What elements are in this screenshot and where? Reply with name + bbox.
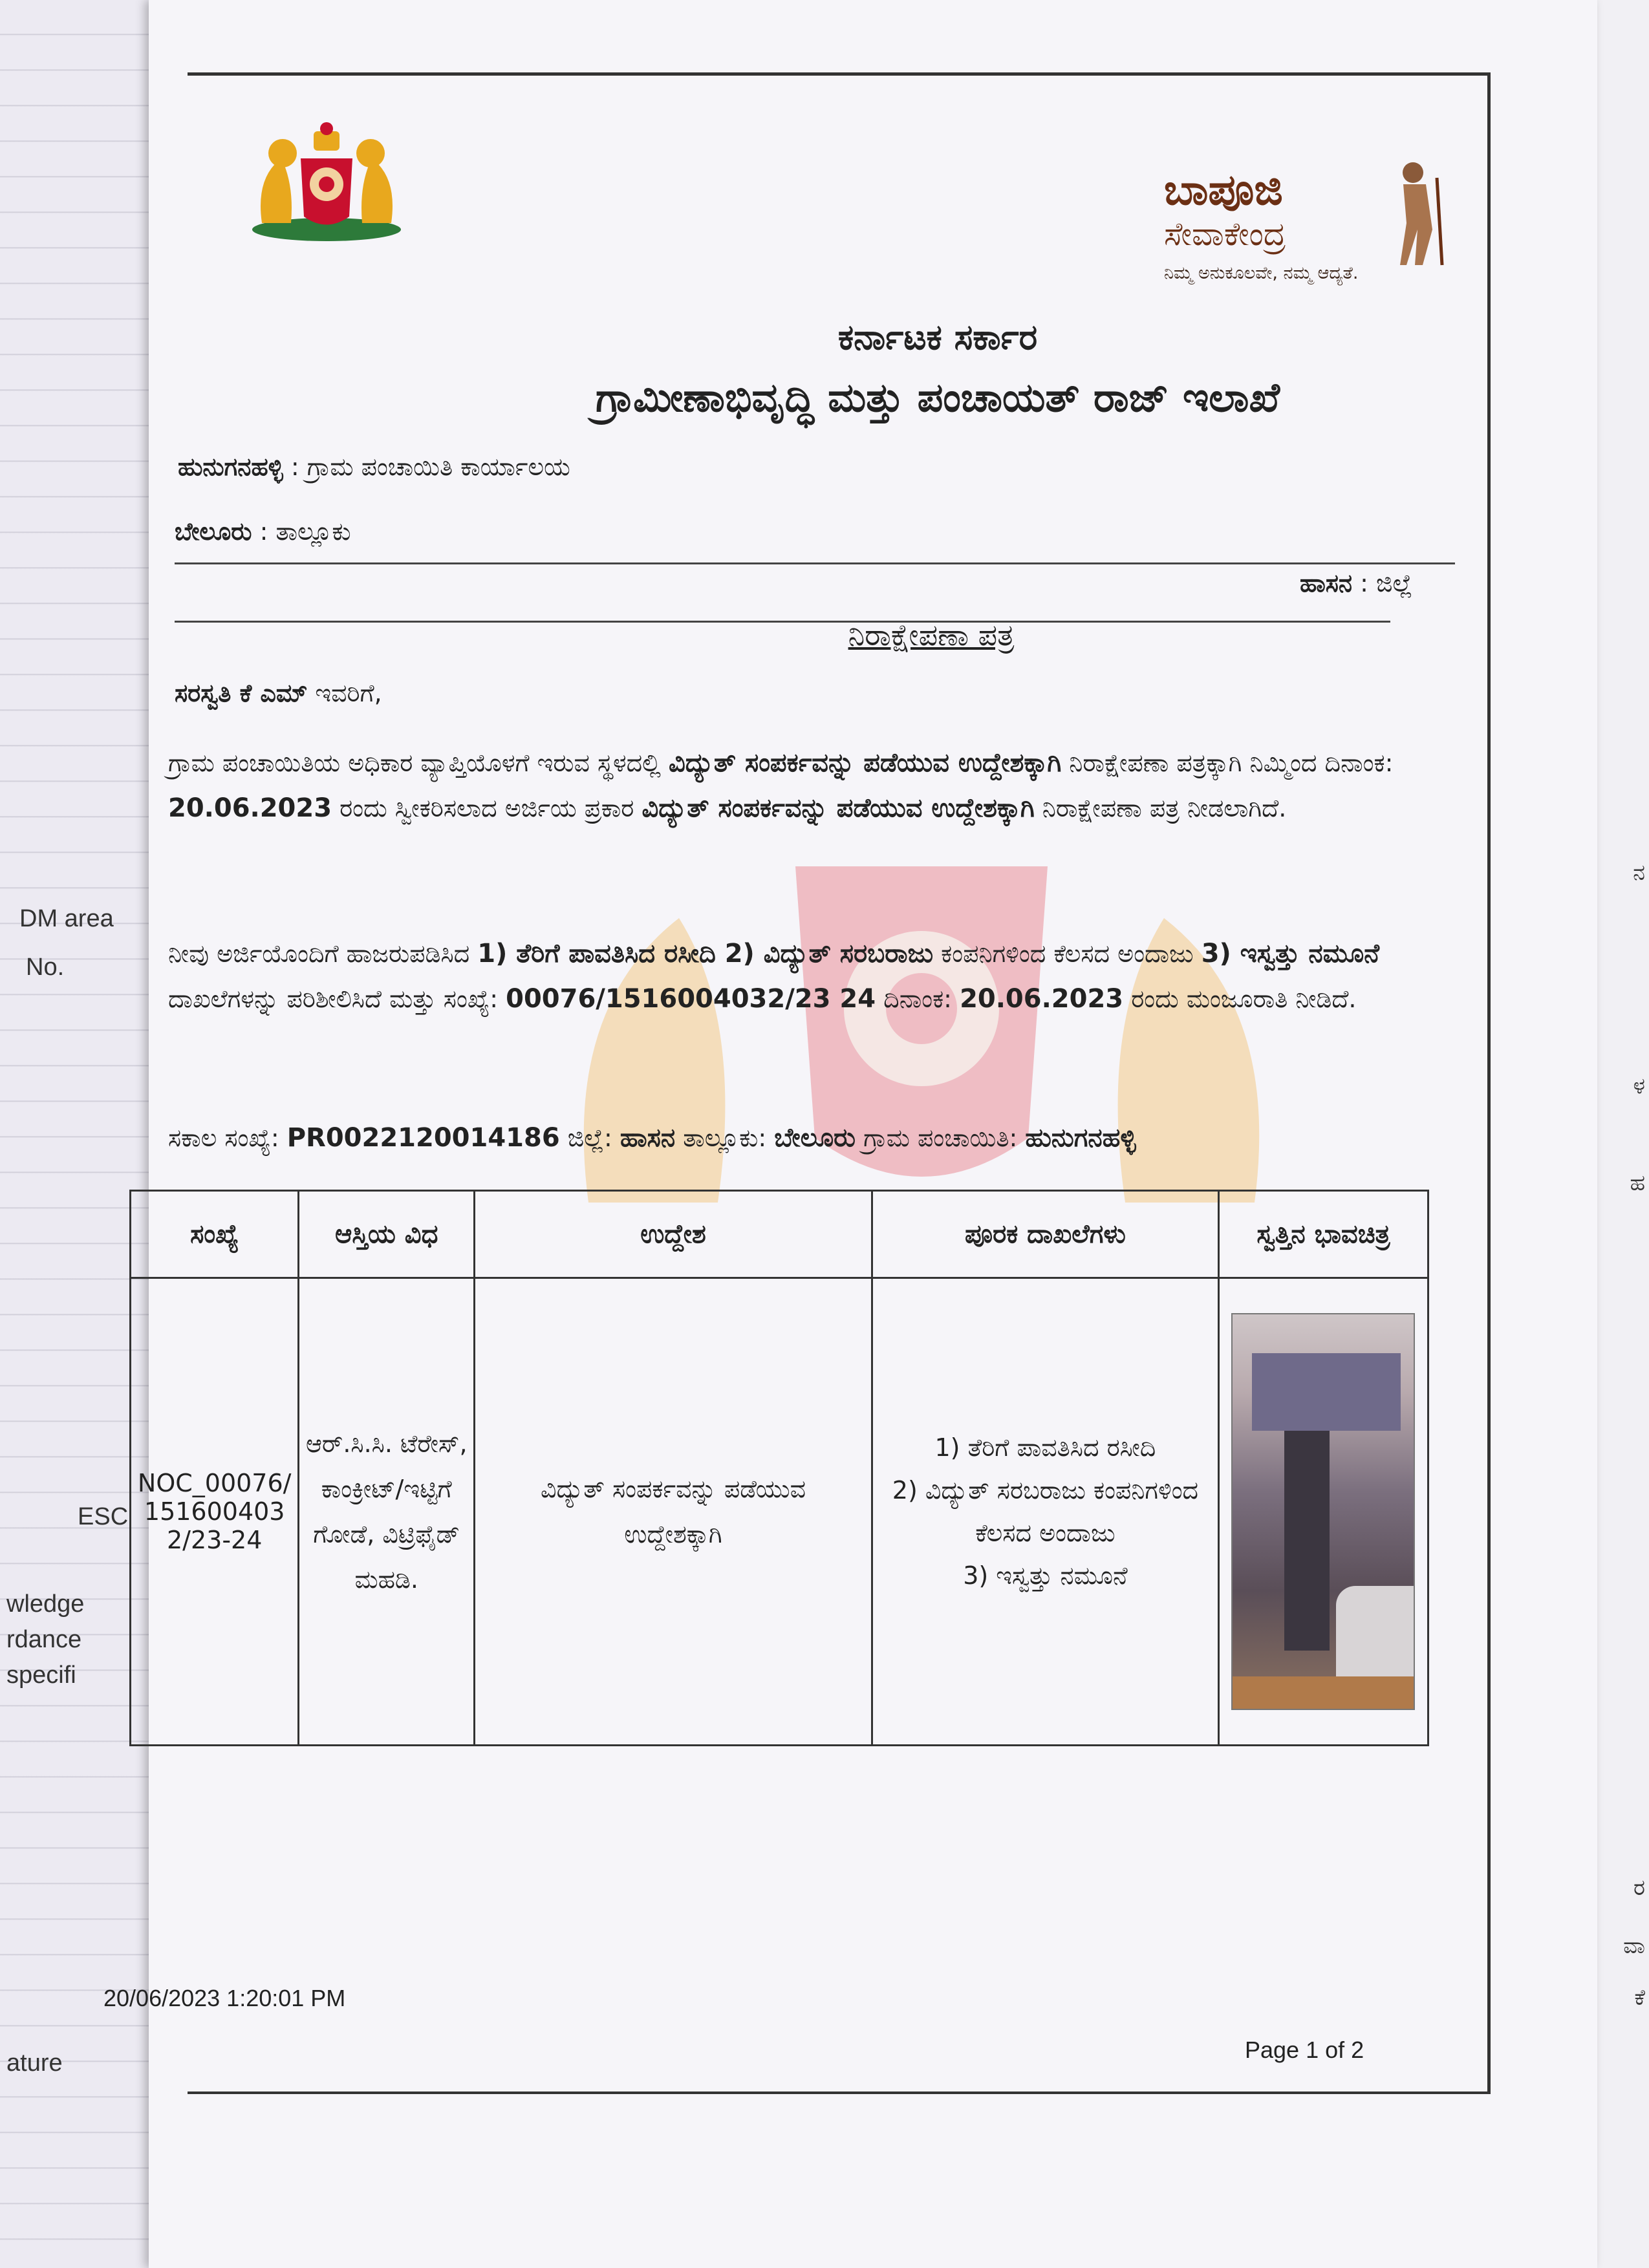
underlying-fragment: specifi [6,1662,76,1689]
cell-property-photo [1218,1278,1428,1746]
sakala-taluk: ಬೇಲೂರು [774,1123,856,1153]
sakala-district: ಹಾಸನ [620,1123,676,1153]
document-title: ನಿರಾಕ್ಷೇಪಣಾ ಪತ್ರ [848,617,1015,652]
sakala-gp-label: ಗ್ರಾಮ ಪಂಚಾಯಿತಿ: [856,1124,1026,1152]
p1-purpose: ವಿದ್ಯುತ್ ಸಂಪರ್ಕವನ್ನು ಪಡೆಯುವ ಉದ್ದೇಶಕ್ಕಾಗಿ [641,793,1035,823]
p1-text: ನಿರಾಕ್ಷೇಪಣಾ ಪತ್ರಕ್ಕಾಗಿ ನಿಮ್ಮಿಂದ ದಿನಾಂಕ: [1061,749,1394,777]
underlying-fragment: ನ [1633,860,1645,886]
p2-text: ರಂದು ಮಂಜೂರಾತಿ ನೀಡಿದೆ. [1123,985,1357,1013]
underlying-fragment: No. [26,954,65,981]
document-item: 2) ವಿದ್ಯುತ್ ಸರಬರಾಜು ಕಂಪನಿಗಳಿಂದ ಕೆಲಸದ ಅಂದಾಜು [892,1476,1199,1547]
panchayat-name: ಹುನುಗನಹಳ್ಳಿ [178,453,283,481]
document-item: 3) ಇಸ್ವತ್ತು ನಮೂನೆ [963,1561,1128,1590]
department-heading: ಗ್ರಾಮೀಣಾಭಿವೃದ್ಧಿ ಮತ್ತು ಪಂಚಾಯತ್ ರಾಜ್ ಇಲಾಖೆ [596,374,1280,421]
addressee-name: ಸರಸ್ವತಿ ಕೆ ಎಮ್ [175,679,308,707]
noc-details-table [129,1190,1429,1746]
taluk-line [175,517,351,546]
underlying-fragment: DM area [19,905,114,932]
karnataka-emblem-icon [242,120,411,249]
col-header-documents: ಪೂರಕ ದಾಖಲೆಗಳು [872,1191,1219,1278]
sakala-district-label: ಜಿಲ್ಲೆ: [559,1124,620,1152]
p1-text: ನಿರಾಕ್ಷೇಪಣಾ ಪತ್ರ ನೀಡಲಾಗಿದೆ. [1034,794,1287,822]
document-item: 1) ತೆರಿಗೆ ಪಾವತಿಸಿದ ರಸೀದಿ [934,1433,1156,1462]
print-timestamp: 20/06/2023 1:20:01 PM [103,1985,346,2011]
underlying-fragment: ಹ [1630,1170,1645,1196]
underlying-fragment: ಳ [1633,1073,1645,1099]
logo-title: ಬಾಪೂಜಿ [1164,165,1283,215]
underlying-fragment: ರ [1633,1875,1645,1901]
sakala-number: PR0022120014186 [286,1123,560,1153]
sakala-line [168,1115,1455,1161]
bapuji-seva-kendra-logo [1164,165,1500,294]
logo-tagline: ನಿಮ್ಮ ಅನುಕೂಲವೇ, ನಮ್ಮ ಆದ್ಯತೆ. [1164,263,1359,283]
paragraph-approval [168,931,1455,1022]
p2-text: ನೀವು ಅರ್ಜಿಯೊಂದಿಗೆ ಹಾಜರುಪಡಿಸಿದ [168,939,478,968]
p2-text: ದಾಖಲೆಗಳನ್ನು ಪರಿಶೀಲಿಸಿದೆ ಮತ್ತು ಸಂಖ್ಯೆ: [168,985,506,1013]
p2-docs: 3) ಇಸ್ವತ್ತು ನಮೂನೆ [1201,939,1380,968]
p2-docs: 1) ತೆರಿಗೆ ಪಾವತಿಸಿದ ರಸೀದಿ 2) ವಿದ್ಯುತ್ ಸರಬರಾಜು [477,939,934,968]
sakala-taluk-label: ತಾಲ್ಲೂಕು: [675,1124,775,1152]
p1-purpose: ವಿದ್ಯುತ್ ಸಂಪರ್ಕವನ್ನು ಪಡೆಯುವ ಉದ್ದೇಶಕ್ಕಾಗಿ [669,748,1062,778]
government-heading: ಕರ್ನಾಟಕ ಸರ್ಕಾರ [837,317,1038,358]
emblem-watermark-icon [550,815,1293,1228]
cell-purpose: ವಿದ್ಯುತ್ ಸಂಪರ್ಕವನ್ನು ಪಡೆಯುವ ಉದ್ದೇಶಕ್ಕಾಗಿ [475,1278,872,1746]
sakala-label: ಸಕಾಲ ಸಂಖ್ಯೆ: [168,1124,287,1152]
logo-subtitle: ಸೇವಾಕೇಂದ್ರ [1164,215,1286,253]
district-line [1300,569,1412,598]
property-photo [1231,1313,1415,1710]
gandhi-figure-icon [1377,158,1455,268]
underlying-fragment: ಕೆ [1634,1985,1645,2011]
col-header-number: ಸಂಖ್ಯೆ [131,1191,299,1278]
underlying-fragment: ature [6,2049,63,2077]
approval-number: 00076/1516004032/23 24 [506,984,876,1014]
underlying-fragment: rdance [6,1626,82,1653]
underlying-fragment: wledge [6,1590,85,1618]
top-divider [175,562,1455,564]
p1-text: ಗ್ರಾಮ ಪಂಚಾಯಿತಿಯ ಅಧಿಕಾರ ವ್ಯಾಪ್ತಿಯೊಳಗೆ ಇರುವ ಸ್ಥಳದಲ್ಲಿ [168,749,669,777]
taluk-label: : ತಾಲ್ಲೂಕು [252,517,351,546]
table-row [131,1278,1428,1746]
page-number: Page 1 of 2 [1245,2037,1364,2063]
sakala-gp: ಹುನುಗನಹಳ್ಳಿ [1025,1123,1136,1153]
paragraph-application [168,740,1455,831]
col-header-photo: ಸ್ವತ್ತಿನ ಭಾವಚಿತ್ರ [1218,1191,1428,1278]
panchayat-line [178,453,570,482]
p2-text: ದಿನಾಂಕ: [876,985,960,1013]
approval-date: 20.06.2023 [960,984,1124,1014]
addressee-line [175,679,382,708]
cell-documents [872,1278,1219,1746]
underlying-fragment: ESC [78,1503,129,1530]
col-header-purpose: ಉದ್ದೇಶ [475,1191,872,1278]
taluk-name: ಬೇಲೂರು [175,517,252,546]
district-name: ಹಾಸನ [1300,569,1353,597]
p1-text: ರಂದು ಸ್ವೀಕರಿಸಲಾದ ಅರ್ಜಿಯ ಪ್ರಕಾರ [332,794,642,822]
district-label: : ಜಿಲ್ಲೆ [1352,569,1413,597]
col-header-property-type: ಆಸ್ತಿಯ ವಿಧ [299,1191,475,1278]
addressee-suffix: ಇವರಿಗೆ, [307,679,382,707]
underlying-fragment: ವಾ [1623,1933,1645,1959]
p1-date: 20.06.2023 [168,793,332,823]
p2-text: ಕಂಪನಿಗಳಿಂದ ಕೆಲಸದ ಅಂದಾಜು [933,939,1202,968]
cell-property-type: ಆರ್.ಸಿ.ಸಿ. ಟೆರೇಸ್, ಕಾಂಕ್ರೀಟ್/ಇಟ್ಟಿಗೆ ಗೋಡೆ, ವಿಟ್ರಿಫೈಡ್ ಮಹಡಿ. [299,1278,475,1746]
cell-noc-number: NOC_00076/1516004032/23-24 [131,1278,299,1746]
panchayat-label: : ಗ್ರಾಮ ಪಂಚಾಯಿತಿ ಕಾರ್ಯಾಲಯ [283,453,570,481]
table-header-row [131,1191,1428,1278]
